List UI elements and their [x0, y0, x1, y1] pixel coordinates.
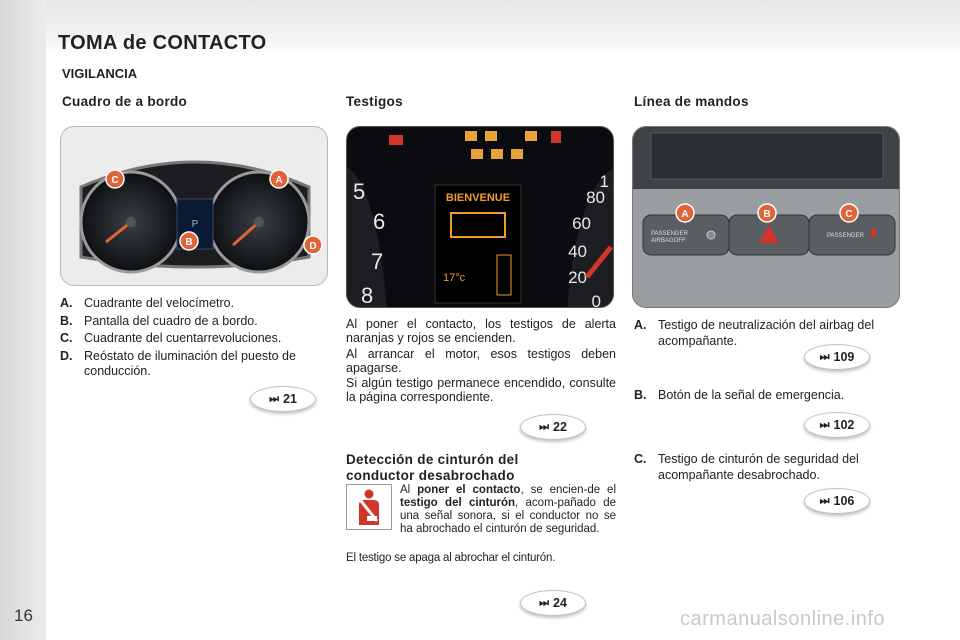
svg-text:C: C [111, 175, 119, 186]
watermark-text: carmanualsonline.info [680, 608, 886, 630]
instrument-cluster-image [60, 126, 328, 286]
svg-text:P: P [191, 219, 199, 230]
col3-item-a [634, 318, 902, 351]
legend-key: C. [634, 452, 647, 466]
col3-item-b [634, 388, 902, 406]
svg-text:A: A [275, 175, 283, 186]
ref-number: 106 [833, 494, 855, 508]
fast-forward-icon: ⏭ [819, 494, 830, 507]
legend-text: Cuadrante del velocímetro. [84, 296, 235, 310]
legend-text: Botón de la señal de emergencia. [658, 388, 845, 402]
col3-heading: Línea de mandos [634, 94, 749, 109]
legend-text: Pantalla del cuadro de a bordo. [84, 313, 258, 328]
belt-heading: Detección de cinturón del conductor desabrochado [346, 452, 519, 483]
belt-para-2: El testigo se apaga al abrochar el cinturón. [346, 552, 556, 564]
display-welcome-text: BIENVENUE [445, 192, 511, 204]
legend-item [60, 296, 330, 312]
col1-heading: Cuadro de a bordo [62, 94, 188, 109]
seatbelt-warning-icon [346, 484, 392, 530]
page-number: 16 [14, 606, 33, 625]
col2-heading: Testigos [346, 94, 403, 109]
page-side-strip [0, 0, 46, 640]
fast-forward-icon: ⏭ [539, 420, 549, 433]
svg-text:C: C [845, 209, 853, 220]
testigos-para-2: Al arrancar el motor, esos testigos deben apagarse. [346, 347, 616, 375]
legend-item [60, 349, 330, 380]
legend-item [60, 331, 330, 347]
svg-text:7: 7 [371, 249, 384, 274]
svg-text:D: D [309, 241, 317, 252]
testigos-para-1: Al poner el contacto, los testigos de alerta naranjas y rojos se encienden. [346, 317, 616, 345]
fast-forward-icon: ⏭ [539, 596, 549, 609]
page-ref-24[interactable] [520, 590, 586, 616]
legend-key: A. [634, 318, 647, 332]
warning-lights-image [346, 126, 614, 308]
svg-text:40: 40 [568, 242, 587, 261]
page-ref-21[interactable] [250, 386, 316, 412]
testigos-para-3: Si algún testigo permanece encendido, consulte la página correspondiente. [346, 376, 616, 404]
legend-text: Testigo de cinturón de seguridad del acompañante desabrochado. [658, 452, 859, 482]
legend-text: Testigo de neutralización del airbag del acompañante. [658, 318, 875, 348]
ref-number: 109 [833, 350, 855, 364]
page-ref-109[interactable] [804, 344, 870, 370]
section-title: VIGILANCIA [62, 66, 138, 81]
ref-number: 21 [283, 392, 297, 406]
page-ref-106[interactable] [804, 488, 870, 514]
col3-item-c [634, 452, 902, 485]
svg-text:AIRBAGOFF: AIRBAGOFF [651, 238, 686, 244]
svg-text:PASSENGER: PASSENGER [651, 231, 688, 237]
svg-text:5: 5 [353, 179, 366, 204]
svg-text:80: 80 [586, 188, 605, 207]
svg-text:6: 6 [373, 209, 386, 234]
legend-key: A. [60, 296, 73, 310]
svg-text:20: 20 [568, 268, 587, 287]
svg-text:PASSENGER: PASSENGER [827, 233, 864, 239]
ref-number: 24 [553, 596, 567, 610]
display-temperature: 17°c [443, 272, 466, 284]
legend-key: B. [634, 388, 647, 402]
page-ref-22[interactable] [520, 414, 586, 440]
legend-key: B. [60, 313, 73, 328]
col1-legend [60, 296, 330, 382]
svg-text:B: B [185, 237, 193, 248]
ref-number: 102 [833, 418, 855, 432]
svg-text:B: B [763, 209, 771, 220]
page-ref-102[interactable] [804, 412, 870, 438]
svg-text:1: 1 [599, 172, 609, 191]
svg-text:A: A [681, 209, 689, 220]
belt-para: Al poner el contacto, se encien-de el testigo del cinturón, acom-pañado de una señal sonora, si el conductor no se ha abrochado el cinturón de seguridad. [400, 484, 617, 535]
ref-number: 22 [553, 420, 567, 434]
legend-item [60, 314, 330, 330]
control-panel-image [632, 126, 900, 308]
fast-forward-icon: ⏭ [269, 392, 279, 405]
legend-key: D. [60, 348, 73, 363]
fast-forward-icon: ⏭ [819, 350, 830, 363]
legend-text: Reóstato de iluminación del puesto de conducción. [84, 348, 296, 378]
svg-text:60: 60 [572, 214, 591, 233]
page-title: TOMA de CONTACTO [58, 32, 267, 54]
legend-key: C. [60, 331, 73, 345]
legend-text: Cuadrante del cuentarrevoluciones. [84, 331, 282, 345]
fast-forward-icon: ⏭ [819, 418, 830, 431]
svg-text:0: 0 [591, 292, 601, 308]
svg-text:8: 8 [361, 283, 374, 308]
